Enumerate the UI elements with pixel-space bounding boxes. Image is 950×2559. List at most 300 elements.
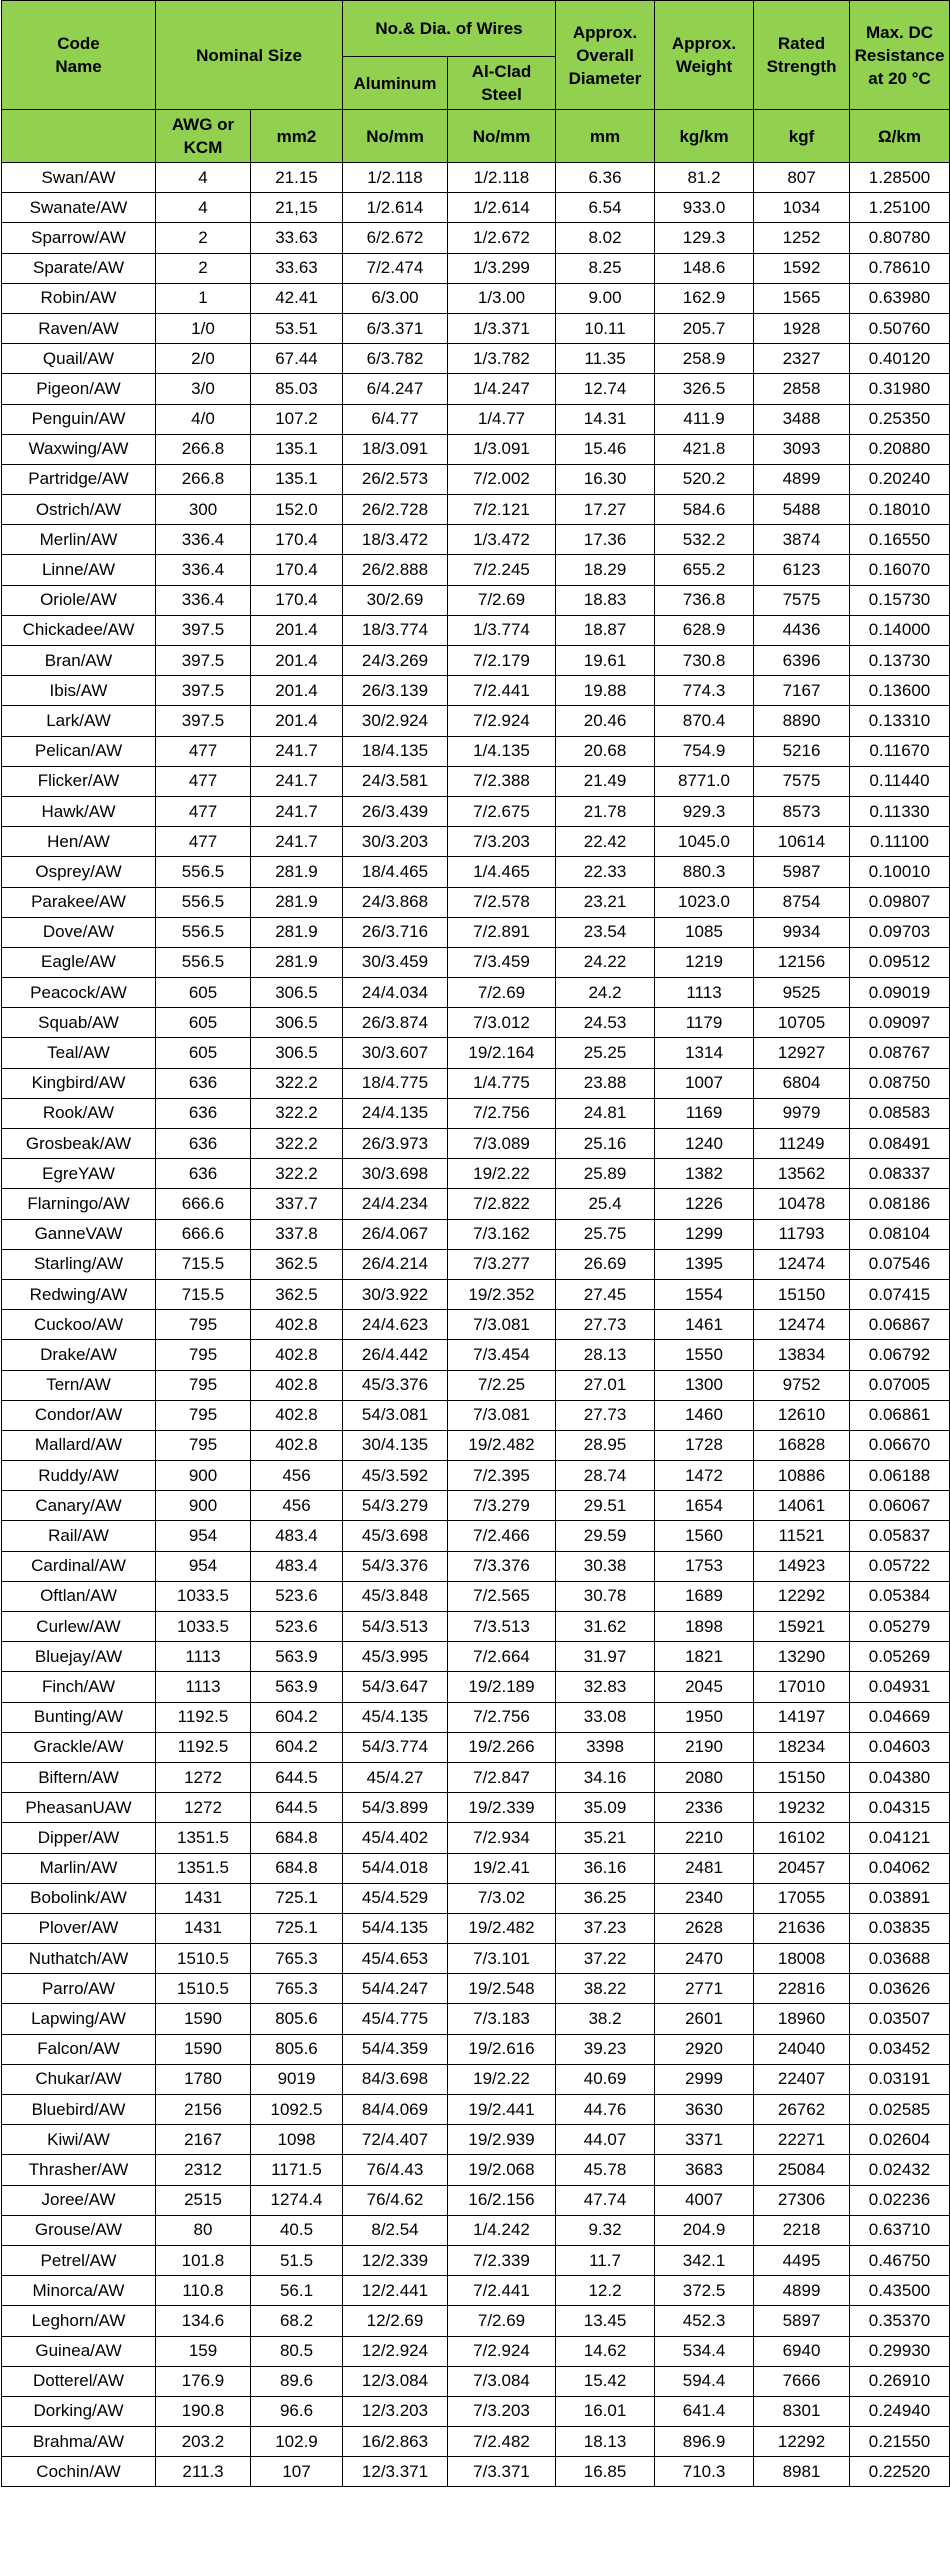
- diameter-cell: 18.13: [556, 2427, 655, 2457]
- aluminum-wires-cell: 54/4.359: [343, 2034, 448, 2064]
- table-row: [2, 1883, 950, 1913]
- weight-cell: 1226: [655, 1189, 754, 1219]
- area-mm2-cell: 53.51: [251, 313, 343, 343]
- code-name-cell: Partridge/AW: [2, 464, 156, 494]
- weight-cell: 933.0: [655, 193, 754, 223]
- resistance-cell: 0.05837: [850, 1521, 950, 1551]
- strength-cell: 27306: [754, 2185, 850, 2215]
- weight-cell: 3371: [655, 2125, 754, 2155]
- resistance-cell: 0.20240: [850, 464, 950, 494]
- steel-wires-cell: 7/2.578: [448, 887, 556, 917]
- awg-kcm-cell: 636: [156, 1129, 251, 1159]
- area-mm2-cell: 362.5: [251, 1279, 343, 1309]
- table-row: [2, 374, 950, 404]
- strength-cell: 9979: [754, 1098, 850, 1128]
- code-name-cell: Oriole/AW: [2, 585, 156, 615]
- steel-wires-cell: 7/2.179: [448, 646, 556, 676]
- steel-wires-cell: 7/2.002: [448, 464, 556, 494]
- table-row: [2, 646, 950, 676]
- area-mm2-cell: 96.6: [251, 2396, 343, 2426]
- resistance-cell: 0.06067: [850, 1491, 950, 1521]
- area-mm2-cell: 337.7: [251, 1189, 343, 1219]
- steel-wires-cell: 1/3.371: [448, 313, 556, 343]
- area-mm2-cell: 135.1: [251, 464, 343, 494]
- steel-wires-cell: 7/3.081: [448, 1310, 556, 1340]
- aluminum-wires-cell: 30/3.203: [343, 827, 448, 857]
- table-row: [2, 2215, 950, 2245]
- strength-cell: 21636: [754, 1913, 850, 1943]
- aluminum-wires-cell: 54/3.774: [343, 1732, 448, 1762]
- resistance-cell: 0.05722: [850, 1551, 950, 1581]
- aluminum-wires-cell: 30/4.135: [343, 1430, 448, 1460]
- steel-wires-cell: 1/2.672: [448, 223, 556, 253]
- header-overall-diameter: Approx. Overall Diameter: [556, 1, 655, 110]
- aluminum-wires-cell: 6/4.77: [343, 404, 448, 434]
- weight-cell: 1753: [655, 1551, 754, 1581]
- strength-cell: 9934: [754, 917, 850, 947]
- strength-cell: 20457: [754, 1853, 850, 1883]
- aluminum-wires-cell: 54/3.899: [343, 1793, 448, 1823]
- code-name-cell: Canary/AW: [2, 1491, 156, 1521]
- strength-cell: 9752: [754, 1370, 850, 1400]
- steel-wires-cell: 19/2.068: [448, 2155, 556, 2185]
- strength-cell: 6804: [754, 1068, 850, 1098]
- weight-cell: 1461: [655, 1310, 754, 1340]
- code-name-cell: Guinea/AW: [2, 2336, 156, 2366]
- weight-cell: 2080: [655, 1762, 754, 1792]
- aluminum-wires-cell: 26/2.573: [343, 464, 448, 494]
- area-mm2-cell: 40.5: [251, 2215, 343, 2245]
- header-weight: Approx. Weight: [655, 1, 754, 110]
- aluminum-wires-cell: 30/3.459: [343, 947, 448, 977]
- weight-cell: 1299: [655, 1219, 754, 1249]
- resistance-cell: 0.29930: [850, 2336, 950, 2366]
- weight-cell: 1689: [655, 1581, 754, 1611]
- awg-kcm-cell: 1780: [156, 2064, 251, 2094]
- awg-kcm-cell: 2515: [156, 2185, 251, 2215]
- area-mm2-cell: 21.15: [251, 163, 343, 193]
- weight-cell: 1113: [655, 978, 754, 1008]
- diameter-cell: 27.73: [556, 1400, 655, 1430]
- weight-cell: 534.4: [655, 2336, 754, 2366]
- area-mm2-cell: 9019: [251, 2064, 343, 2094]
- aluminum-wires-cell: 54/3.279: [343, 1491, 448, 1521]
- resistance-cell: 0.02604: [850, 2125, 950, 2155]
- strength-cell: 5488: [754, 495, 850, 525]
- steel-wires-cell: 7/2.847: [448, 1762, 556, 1792]
- aluminum-wires-cell: 54/3.647: [343, 1672, 448, 1702]
- awg-kcm-cell: 397.5: [156, 676, 251, 706]
- aluminum-wires-cell: 24/3.868: [343, 887, 448, 917]
- header-rated-strength: Rated Strength: [754, 1, 850, 110]
- diameter-cell: 22.42: [556, 827, 655, 857]
- weight-cell: 1219: [655, 947, 754, 977]
- table-row: [2, 2125, 950, 2155]
- awg-kcm-cell: 605: [156, 1038, 251, 1068]
- resistance-cell: 0.03626: [850, 1974, 950, 2004]
- weight-cell: 896.9: [655, 2427, 754, 2457]
- area-mm2-cell: 765.3: [251, 1974, 343, 2004]
- diameter-cell: 31.62: [556, 1612, 655, 1642]
- aluminum-wires-cell: 76/4.62: [343, 2185, 448, 2215]
- table-row: [2, 1249, 950, 1279]
- resistance-cell: 0.04062: [850, 1853, 950, 1883]
- resistance-cell: 0.06792: [850, 1340, 950, 1370]
- weight-cell: 1169: [655, 1098, 754, 1128]
- awg-kcm-cell: 795: [156, 1310, 251, 1340]
- awg-kcm-cell: 715.5: [156, 1279, 251, 1309]
- strength-cell: 25084: [754, 2155, 850, 2185]
- awg-kcm-cell: 954: [156, 1521, 251, 1551]
- strength-cell: 8754: [754, 887, 850, 917]
- awg-kcm-cell: 2: [156, 223, 251, 253]
- diameter-cell: 31.97: [556, 1642, 655, 1672]
- awg-kcm-cell: 1033.5: [156, 1581, 251, 1611]
- strength-cell: 6940: [754, 2336, 850, 2366]
- header-unit-ohm-km: Ω/km: [850, 110, 950, 163]
- awg-kcm-cell: 80: [156, 2215, 251, 2245]
- aluminum-wires-cell: 84/4.069: [343, 2095, 448, 2125]
- aluminum-wires-cell: 54/3.376: [343, 1551, 448, 1581]
- header-wires: No.& Dia. of Wires: [343, 1, 556, 57]
- resistance-cell: 0.03835: [850, 1913, 950, 1943]
- resistance-cell: 0.16070: [850, 555, 950, 585]
- awg-kcm-cell: 636: [156, 1098, 251, 1128]
- aluminum-wires-cell: 12/2.924: [343, 2336, 448, 2366]
- steel-wires-cell: 7/2.395: [448, 1461, 556, 1491]
- resistance-cell: 0.04315: [850, 1793, 950, 1823]
- header-awg-kcm: AWG or KCM: [156, 110, 251, 163]
- resistance-cell: 0.24940: [850, 2396, 950, 2426]
- code-name-cell: Finch/AW: [2, 1672, 156, 1702]
- table-row: [2, 1732, 950, 1762]
- resistance-cell: 0.09807: [850, 887, 950, 917]
- awg-kcm-cell: 666.6: [156, 1219, 251, 1249]
- resistance-cell: 0.09703: [850, 917, 950, 947]
- awg-kcm-cell: 2: [156, 253, 251, 283]
- awg-kcm-cell: 795: [156, 1400, 251, 1430]
- aluminum-wires-cell: 6/3.371: [343, 313, 448, 343]
- diameter-cell: 28.13: [556, 1340, 655, 1370]
- aluminum-wires-cell: 26/3.439: [343, 796, 448, 826]
- weight-cell: 1179: [655, 1008, 754, 1038]
- code-name-cell: Dove/AW: [2, 917, 156, 947]
- resistance-cell: 0.07546: [850, 1249, 950, 1279]
- strength-cell: 1592: [754, 253, 850, 283]
- diameter-cell: 9.00: [556, 283, 655, 313]
- steel-wires-cell: 7/2.441: [448, 676, 556, 706]
- table-row: [2, 585, 950, 615]
- aluminum-wires-cell: 54/4.135: [343, 1913, 448, 1943]
- weight-cell: 2045: [655, 1672, 754, 1702]
- code-name-cell: Flarningo/AW: [2, 1189, 156, 1219]
- diameter-cell: 18.29: [556, 555, 655, 585]
- awg-kcm-cell: 795: [156, 1340, 251, 1370]
- awg-kcm-cell: 2312: [156, 2155, 251, 2185]
- table-row: [2, 313, 950, 343]
- table-row: [2, 163, 950, 193]
- header-unit-no-mm-steel: No/mm: [448, 110, 556, 163]
- strength-cell: 2858: [754, 374, 850, 404]
- area-mm2-cell: 201.4: [251, 646, 343, 676]
- diameter-cell: 18.83: [556, 585, 655, 615]
- strength-cell: 1252: [754, 223, 850, 253]
- area-mm2-cell: 337.8: [251, 1219, 343, 1249]
- aluminum-wires-cell: 6/4.247: [343, 374, 448, 404]
- table-row: [2, 404, 950, 434]
- awg-kcm-cell: 2/0: [156, 344, 251, 374]
- area-mm2-cell: 56.1: [251, 2276, 343, 2306]
- code-name-cell: Starling/AW: [2, 1249, 156, 1279]
- steel-wires-cell: 1/3.774: [448, 615, 556, 645]
- weight-cell: 1554: [655, 1279, 754, 1309]
- code-name-cell: Swanate/AW: [2, 193, 156, 223]
- diameter-cell: 20.46: [556, 706, 655, 736]
- resistance-cell: 0.08104: [850, 1219, 950, 1249]
- code-name-cell: Sparrow/AW: [2, 223, 156, 253]
- weight-cell: 2340: [655, 1883, 754, 1913]
- diameter-cell: 25.25: [556, 1038, 655, 1068]
- awg-kcm-cell: 477: [156, 766, 251, 796]
- awg-kcm-cell: 954: [156, 1551, 251, 1581]
- code-name-cell: Dipper/AW: [2, 1823, 156, 1853]
- diameter-cell: 17.27: [556, 495, 655, 525]
- code-name-cell: Brahma/AW: [2, 2427, 156, 2457]
- resistance-cell: 0.04380: [850, 1762, 950, 1792]
- awg-kcm-cell: 176.9: [156, 2366, 251, 2396]
- area-mm2-cell: 241.7: [251, 736, 343, 766]
- strength-cell: 14197: [754, 1702, 850, 1732]
- code-name-cell: Ibis/AW: [2, 676, 156, 706]
- steel-wires-cell: 7/3.277: [448, 1249, 556, 1279]
- aluminum-wires-cell: 26/2.728: [343, 495, 448, 525]
- steel-wires-cell: 7/2.69: [448, 2306, 556, 2336]
- strength-cell: 2218: [754, 2215, 850, 2245]
- diameter-cell: 22.33: [556, 857, 655, 887]
- table-row: [2, 1581, 950, 1611]
- code-name-cell: Dotterel/AW: [2, 2366, 156, 2396]
- steel-wires-cell: 1/3.00: [448, 283, 556, 313]
- steel-wires-cell: 7/3.02: [448, 1883, 556, 1913]
- steel-wires-cell: 19/2.939: [448, 2125, 556, 2155]
- resistance-cell: 0.18010: [850, 495, 950, 525]
- awg-kcm-cell: 397.5: [156, 646, 251, 676]
- strength-cell: 6396: [754, 646, 850, 676]
- strength-cell: 17010: [754, 1672, 850, 1702]
- code-name-cell: Osprey/AW: [2, 857, 156, 887]
- weight-cell: 342.1: [655, 2245, 754, 2275]
- weight-cell: 129.3: [655, 223, 754, 253]
- strength-cell: 1928: [754, 313, 850, 343]
- weight-cell: 736.8: [655, 585, 754, 615]
- code-name-cell: Linne/AW: [2, 555, 156, 585]
- resistance-cell: 0.07005: [850, 1370, 950, 1400]
- awg-kcm-cell: 134.6: [156, 2306, 251, 2336]
- diameter-cell: 38.2: [556, 2004, 655, 2034]
- strength-cell: 18960: [754, 2004, 850, 2034]
- resistance-cell: 0.05384: [850, 1581, 950, 1611]
- resistance-cell: 0.03507: [850, 2004, 950, 2034]
- area-mm2-cell: 725.1: [251, 1913, 343, 1943]
- area-mm2-cell: 80.5: [251, 2336, 343, 2366]
- resistance-cell: 0.09512: [850, 947, 950, 977]
- resistance-cell: 0.22520: [850, 2457, 950, 2487]
- weight-cell: 8771.0: [655, 766, 754, 796]
- resistance-cell: 0.35370: [850, 2306, 950, 2336]
- diameter-cell: 37.22: [556, 1944, 655, 1974]
- weight-cell: 520.2: [655, 464, 754, 494]
- steel-wires-cell: 7/2.121: [448, 495, 556, 525]
- strength-cell: 12292: [754, 1581, 850, 1611]
- aluminum-wires-cell: 30/3.607: [343, 1038, 448, 1068]
- steel-wires-cell: 19/2.339: [448, 1793, 556, 1823]
- area-mm2-cell: 33.63: [251, 253, 343, 283]
- awg-kcm-cell: 477: [156, 736, 251, 766]
- area-mm2-cell: 170.4: [251, 585, 343, 615]
- weight-cell: 2771: [655, 1974, 754, 2004]
- weight-cell: 2628: [655, 1913, 754, 1943]
- code-name-cell: Sparate/AW: [2, 253, 156, 283]
- steel-wires-cell: 7/2.756: [448, 1702, 556, 1732]
- table-row: [2, 947, 950, 977]
- area-mm2-cell: 51.5: [251, 2245, 343, 2275]
- weight-cell: 1560: [655, 1521, 754, 1551]
- table-row: [2, 1068, 950, 1098]
- area-mm2-cell: 765.3: [251, 1944, 343, 1974]
- strength-cell: 4899: [754, 2276, 850, 2306]
- aluminum-wires-cell: 72/4.407: [343, 2125, 448, 2155]
- diameter-cell: 9.32: [556, 2215, 655, 2245]
- steel-wires-cell: 7/3.012: [448, 1008, 556, 1038]
- steel-wires-cell: 7/3.459: [448, 947, 556, 977]
- awg-kcm-cell: 211.3: [156, 2457, 251, 2487]
- area-mm2-cell: 281.9: [251, 857, 343, 887]
- table-row: [2, 1189, 950, 1219]
- weight-cell: 628.9: [655, 615, 754, 645]
- table-row: [2, 1521, 950, 1551]
- diameter-cell: 20.68: [556, 736, 655, 766]
- awg-kcm-cell: 1272: [156, 1762, 251, 1792]
- diameter-cell: 21.78: [556, 796, 655, 826]
- awg-kcm-cell: 1272: [156, 1793, 251, 1823]
- awg-kcm-cell: 300: [156, 495, 251, 525]
- diameter-cell: 29.51: [556, 1491, 655, 1521]
- steel-wires-cell: 7/3.376: [448, 1551, 556, 1581]
- resistance-cell: 0.03452: [850, 2034, 950, 2064]
- aluminum-wires-cell: 12/2.441: [343, 2276, 448, 2306]
- area-mm2-cell: 684.8: [251, 1823, 343, 1853]
- area-mm2-cell: 604.2: [251, 1732, 343, 1762]
- table-row: [2, 344, 950, 374]
- table-row: [2, 2064, 950, 2094]
- area-mm2-cell: 281.9: [251, 917, 343, 947]
- awg-kcm-cell: 1590: [156, 2034, 251, 2064]
- steel-wires-cell: 7/2.69: [448, 978, 556, 1008]
- weight-cell: 2481: [655, 1853, 754, 1883]
- strength-cell: 18234: [754, 1732, 850, 1762]
- weight-cell: 2920: [655, 2034, 754, 2064]
- area-mm2-cell: 456: [251, 1491, 343, 1521]
- aluminum-wires-cell: 7/2.474: [343, 253, 448, 283]
- aluminum-wires-cell: 24/4.234: [343, 1189, 448, 1219]
- code-name-cell: Cochin/AW: [2, 2457, 156, 2487]
- table-row: [2, 917, 950, 947]
- steel-wires-cell: 1/3.782: [448, 344, 556, 374]
- area-mm2-cell: 281.9: [251, 887, 343, 917]
- resistance-cell: 0.05269: [850, 1642, 950, 1672]
- awg-kcm-cell: 1590: [156, 2004, 251, 2034]
- area-mm2-cell: 306.5: [251, 978, 343, 1008]
- resistance-cell: 0.43500: [850, 2276, 950, 2306]
- weight-cell: 1085: [655, 917, 754, 947]
- awg-kcm-cell: 4: [156, 193, 251, 223]
- steel-wires-cell: 1/4.77: [448, 404, 556, 434]
- table-row: [2, 1762, 950, 1792]
- resistance-cell: 1.28500: [850, 163, 950, 193]
- table-row: [2, 1008, 950, 1038]
- aluminum-wires-cell: 30/2.69: [343, 585, 448, 615]
- strength-cell: 12610: [754, 1400, 850, 1430]
- code-name-cell: Swan/AW: [2, 163, 156, 193]
- awg-kcm-cell: 795: [156, 1430, 251, 1460]
- aluminum-wires-cell: 24/4.034: [343, 978, 448, 1008]
- diameter-cell: 6.36: [556, 163, 655, 193]
- code-name-cell: Petrel/AW: [2, 2245, 156, 2275]
- aluminum-wires-cell: 45/4.27: [343, 1762, 448, 1792]
- aluminum-wires-cell: 6/3.782: [343, 344, 448, 374]
- steel-wires-cell: 7/2.69: [448, 585, 556, 615]
- resistance-cell: 1.25100: [850, 193, 950, 223]
- strength-cell: 10705: [754, 1008, 850, 1038]
- steel-wires-cell: 7/2.339: [448, 2245, 556, 2275]
- code-name-cell: Merlin/AW: [2, 525, 156, 555]
- steel-wires-cell: 7/2.675: [448, 796, 556, 826]
- weight-cell: 258.9: [655, 344, 754, 374]
- code-name-cell: GanneVAW: [2, 1219, 156, 1249]
- resistance-cell: 0.08750: [850, 1068, 950, 1098]
- diameter-cell: 35.21: [556, 1823, 655, 1853]
- area-mm2-cell: 170.4: [251, 525, 343, 555]
- steel-wires-cell: 7/3.279: [448, 1491, 556, 1521]
- awg-kcm-cell: 1033.5: [156, 1612, 251, 1642]
- diameter-cell: 15.42: [556, 2366, 655, 2396]
- table-row: [2, 2155, 950, 2185]
- awg-kcm-cell: 1351.5: [156, 1823, 251, 1853]
- weight-cell: 774.3: [655, 676, 754, 706]
- area-mm2-cell: 402.8: [251, 1430, 343, 1460]
- steel-wires-cell: 7/3.101: [448, 1944, 556, 1974]
- table-row: [2, 2336, 950, 2366]
- strength-cell: 22816: [754, 1974, 850, 2004]
- steel-wires-cell: 7/2.25: [448, 1370, 556, 1400]
- area-mm2-cell: 152.0: [251, 495, 343, 525]
- awg-kcm-cell: 556.5: [156, 857, 251, 887]
- steel-wires-cell: 7/3.089: [448, 1129, 556, 1159]
- area-mm2-cell: 805.6: [251, 2034, 343, 2064]
- diameter-cell: 24.22: [556, 947, 655, 977]
- aluminum-wires-cell: 12/3.371: [343, 2457, 448, 2487]
- aluminum-wires-cell: 30/2.924: [343, 706, 448, 736]
- strength-cell: 12927: [754, 1038, 850, 1068]
- awg-kcm-cell: 397.5: [156, 706, 251, 736]
- diameter-cell: 23.88: [556, 1068, 655, 1098]
- code-name-cell: Grackle/AW: [2, 1732, 156, 1762]
- steel-wires-cell: 1/4.135: [448, 736, 556, 766]
- steel-wires-cell: 7/2.924: [448, 706, 556, 736]
- resistance-cell: 0.63710: [850, 2215, 950, 2245]
- strength-cell: 9525: [754, 978, 850, 1008]
- steel-wires-cell: 7/2.245: [448, 555, 556, 585]
